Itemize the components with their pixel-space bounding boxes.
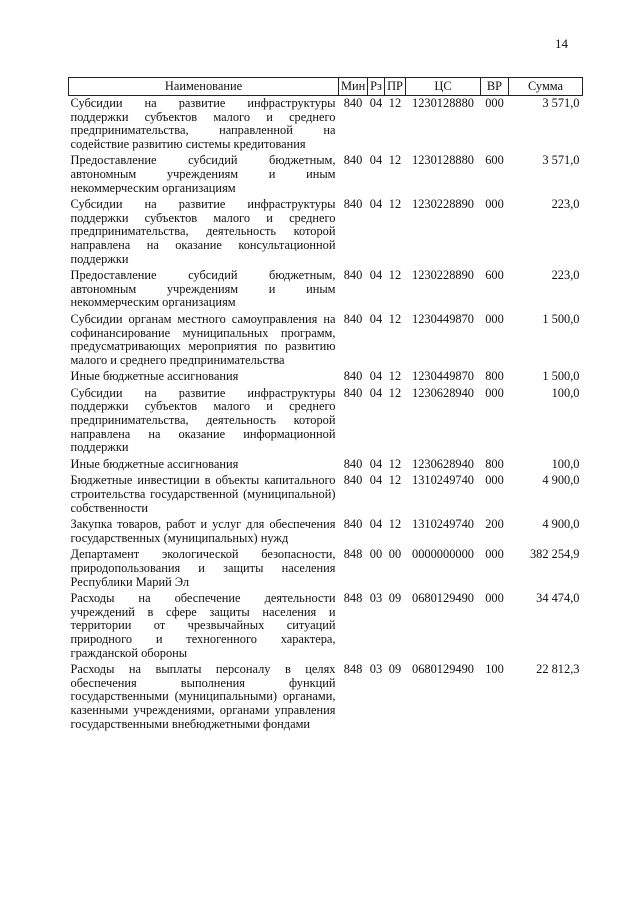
row-name: Департамент экологической безопасности, природопользования и защиты населения Республики Марий Эл bbox=[70, 547, 336, 589]
row-sum: 4 900,0 bbox=[542, 517, 580, 532]
page-number: 14 bbox=[555, 36, 568, 51]
table-row bbox=[69, 369, 583, 386]
row-sum: 34 474,0 bbox=[536, 591, 580, 606]
row-cs: 1230628940 bbox=[412, 456, 474, 471]
row-rz: 04 bbox=[369, 311, 383, 326]
row-pr: 00 bbox=[388, 547, 402, 562]
row-name: Закупка товаров, работ и услуг для обеспечения государственных (муниципальных) нужд bbox=[70, 517, 336, 545]
row-pr: 12 bbox=[388, 456, 402, 471]
row-name: Предоставление субсидий бюджетным, автономным учреждениям и иным некоммерческим организациям bbox=[70, 153, 336, 195]
budget-table bbox=[68, 77, 583, 733]
row-rz: 04 bbox=[369, 473, 383, 488]
header-pr: ПР bbox=[385, 78, 406, 96]
row-vr: 600 bbox=[485, 268, 504, 283]
row-min: 840 bbox=[343, 153, 363, 168]
row-cs: 1230128880 bbox=[412, 153, 474, 168]
row-sum: 3 571,0 bbox=[542, 96, 580, 110]
row-sum: 382 254,9 bbox=[529, 547, 580, 562]
row-pr: 12 bbox=[388, 311, 402, 326]
row-rz: 03 bbox=[369, 662, 383, 677]
row-cs: 1230449870 bbox=[412, 311, 474, 326]
row-sum: 22 812,3 bbox=[536, 662, 580, 677]
row-cs: 0680129490 bbox=[412, 662, 474, 677]
row-sum: 100,0 bbox=[551, 456, 580, 471]
row-rz: 04 bbox=[369, 456, 383, 471]
row-sum: 1 500,0 bbox=[542, 369, 580, 384]
row-name: Субсидии на развитие инфраструктуры поддержки субъектов малого и среднего предпринимательства, деятельность которой направлена на оказание консультационной поддержки bbox=[70, 197, 336, 266]
row-sum: 4 900,0 bbox=[542, 473, 580, 488]
row-pr: 12 bbox=[388, 517, 402, 532]
row-vr: 000 bbox=[485, 385, 504, 400]
row-sum: 223,0 bbox=[551, 197, 580, 212]
header-vr: ВР bbox=[481, 78, 509, 96]
header-name: Наименование bbox=[69, 78, 339, 96]
row-sum: 3 571,0 bbox=[542, 153, 580, 168]
table-row bbox=[69, 547, 583, 591]
row-pr: 12 bbox=[388, 96, 402, 110]
row-cs: 1230228890 bbox=[412, 268, 474, 283]
row-name: Иные бюджетные ассигнования bbox=[70, 456, 239, 471]
row-vr: 800 bbox=[485, 369, 504, 384]
header-min: Мин bbox=[339, 78, 368, 96]
row-min: 840 bbox=[343, 268, 363, 283]
row-name: Бюджетные инвестиции в объекты капитального строительства государственной (муниципальной) собственности bbox=[70, 473, 336, 515]
table-row bbox=[69, 473, 583, 517]
row-min: 840 bbox=[343, 311, 363, 326]
header-rz: Рз bbox=[368, 78, 385, 96]
row-pr: 09 bbox=[388, 591, 402, 606]
row-cs: 1230128880 bbox=[412, 96, 474, 110]
table-row bbox=[69, 197, 583, 268]
row-pr: 09 bbox=[388, 662, 402, 677]
row-min: 848 bbox=[343, 662, 363, 677]
row-min: 840 bbox=[343, 197, 363, 212]
row-pr: 12 bbox=[388, 268, 402, 283]
row-name: Расходы на выплаты персоналу в целях обеспечения выполнения функций государственными (муниципальными) органами, казенными учреждениями, органами управления государственными внебюджетными фондами bbox=[70, 662, 336, 731]
row-name: Расходы на обеспечение деятельности учреждений в сфере защиты населения и территории от чрезвычайных ситуаций природного и техногенного характера, гражданской обороны bbox=[70, 591, 336, 660]
table-header-row bbox=[69, 78, 583, 96]
row-vr: 000 bbox=[485, 311, 504, 326]
row-pr: 12 bbox=[388, 153, 402, 168]
row-min: 840 bbox=[343, 456, 363, 471]
row-rz: 04 bbox=[369, 153, 383, 168]
row-min: 840 bbox=[343, 369, 363, 384]
row-rz: 04 bbox=[369, 197, 383, 212]
row-cs: 1230228890 bbox=[412, 197, 474, 212]
row-min: 840 bbox=[343, 473, 363, 488]
row-cs: 1310249740 bbox=[412, 517, 474, 532]
row-rz: 04 bbox=[369, 96, 383, 110]
table-row bbox=[69, 457, 583, 474]
row-sum: 100,0 bbox=[551, 385, 580, 400]
row-vr: 100 bbox=[485, 662, 504, 677]
row-name: Субсидии на развитие инфраструктуры поддержки субъектов малого и среднего предпринимательства, деятельность которой направлена на оказание информационной поддержки bbox=[70, 385, 336, 455]
row-min: 840 bbox=[343, 385, 363, 400]
row-rz: 04 bbox=[369, 268, 383, 283]
row-vr: 000 bbox=[485, 197, 504, 212]
row-cs: 1310249740 bbox=[412, 473, 474, 488]
row-cs: 0000000000 bbox=[412, 547, 474, 562]
row-name: Иные бюджетные ассигнования bbox=[70, 369, 239, 384]
row-cs: 1230449870 bbox=[412, 369, 474, 384]
row-rz: 03 bbox=[369, 591, 383, 606]
row-vr: 200 bbox=[485, 517, 504, 532]
row-pr: 12 bbox=[388, 197, 402, 212]
header-sum: Сумма bbox=[509, 78, 583, 96]
row-vr: 000 bbox=[485, 547, 504, 562]
row-pr: 12 bbox=[388, 385, 402, 400]
row-min: 848 bbox=[343, 591, 363, 606]
table-row bbox=[69, 662, 583, 733]
row-vr: 000 bbox=[485, 96, 504, 110]
row-rz: 04 bbox=[369, 369, 383, 384]
table-row bbox=[69, 96, 583, 154]
table-row bbox=[69, 153, 583, 197]
table-row bbox=[69, 386, 583, 457]
row-rz: 00 bbox=[369, 547, 383, 562]
table-body bbox=[69, 96, 583, 734]
row-rz: 04 bbox=[369, 385, 383, 400]
row-vr: 600 bbox=[485, 153, 504, 168]
row-pr: 12 bbox=[388, 473, 402, 488]
header-cs: ЦС bbox=[406, 78, 481, 96]
row-min: 848 bbox=[343, 547, 363, 562]
row-name: Субсидии на развитие инфраструктуры поддержки субъектов малого и среднего предпринимательства, направленной на содействие развитию системы кредитования bbox=[70, 96, 336, 151]
row-pr: 12 bbox=[388, 369, 402, 384]
row-min: 840 bbox=[343, 517, 363, 532]
table-row bbox=[69, 591, 583, 662]
row-cs: 1230628940 bbox=[412, 385, 474, 400]
row-vr: 000 bbox=[485, 473, 504, 488]
row-sum: 1 500,0 bbox=[542, 311, 580, 326]
row-vr: 800 bbox=[485, 456, 504, 471]
table-row bbox=[69, 312, 583, 369]
row-vr: 000 bbox=[485, 591, 504, 606]
row-sum: 223,0 bbox=[551, 268, 580, 283]
table-row bbox=[69, 517, 583, 547]
row-name: Предоставление субсидий бюджетным, автономным учреждениям и иным некоммерческим организациям bbox=[70, 268, 336, 310]
row-cs: 0680129490 bbox=[412, 591, 474, 606]
row-min: 840 bbox=[343, 96, 363, 110]
table-row bbox=[69, 268, 583, 312]
row-rz: 04 bbox=[369, 517, 383, 532]
row-name: Субсидии органам местного самоуправления на софинансирование муниципальных программ, предусматривающих мероприятия по развитию малого и среднего предпринимательства bbox=[70, 311, 336, 367]
